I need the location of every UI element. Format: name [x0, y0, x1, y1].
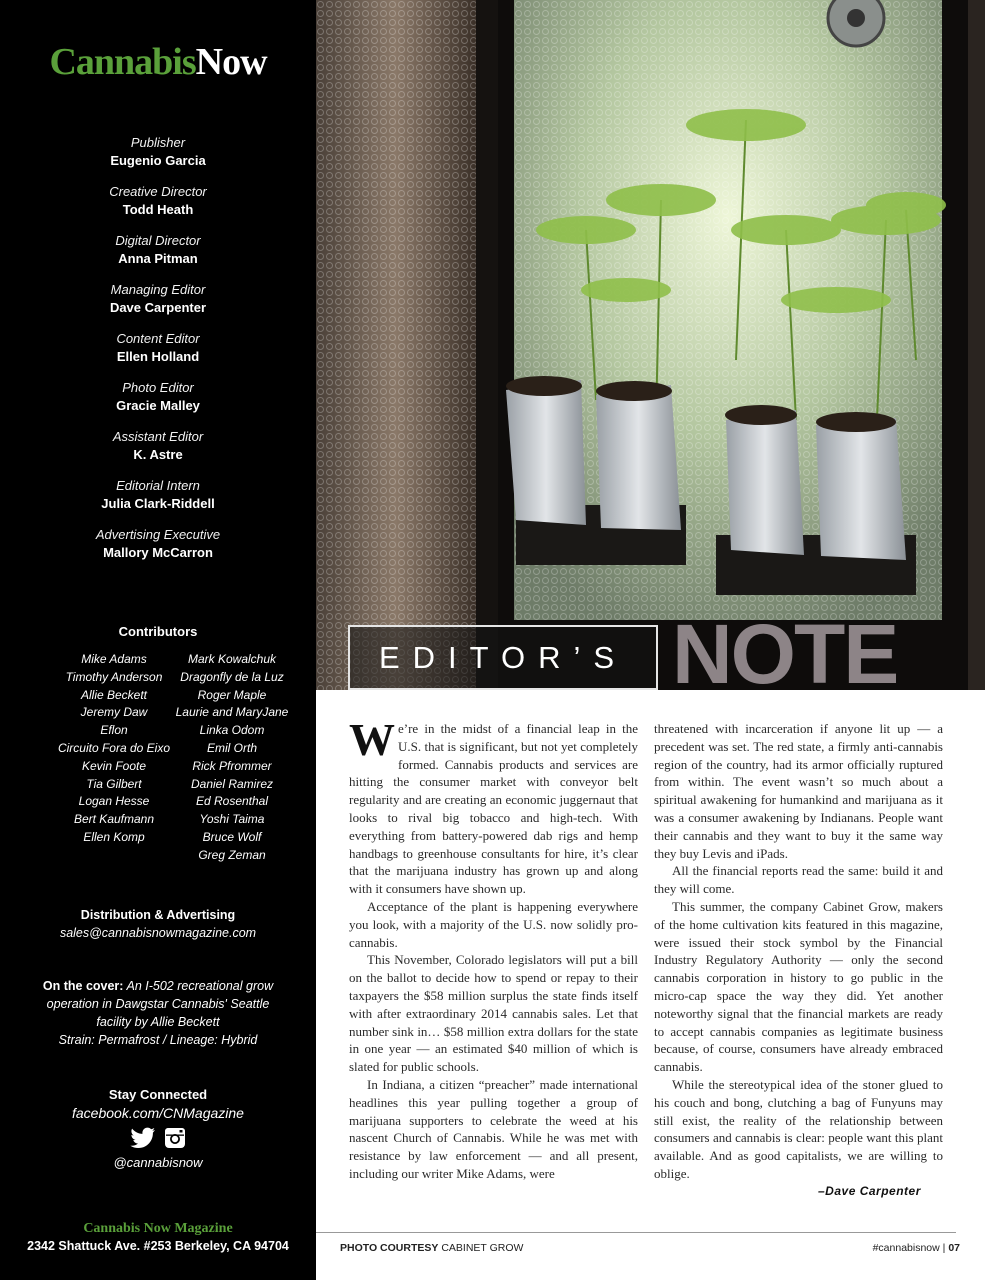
editors-headline-box: EDITOR’S — [348, 625, 658, 690]
cover-strain: Strain: Permafrost / Lineage: Hybrid — [58, 1033, 258, 1047]
photo-credit: PHOTO COURTESY CABINET GROW — [340, 1242, 524, 1254]
staff-item — [0, 232, 316, 281]
article-paragraph: This summer, the company Cabinet Grow, makers of the home cultivation kits featured in this magazine, were issued their stock symbol by the Financial Industry Regulatory Authority — only the second cannabis corporation in history to go public in the micro-cap space the way they did. Yet another noteworthy signal that the financial markets are ready to accept cannabis companies as legitimate business because, of course, consumers have already embraced cannabis. — [654, 898, 943, 1075]
contributor-name: Dragonfly de la Luz — [180, 669, 284, 684]
contributor-name: Ellen Komp — [83, 829, 145, 844]
article-paragraph: All the financial reports read the same: build it and they will come. — [654, 863, 943, 897]
distribution-block — [0, 906, 316, 942]
staff-item — [0, 330, 316, 379]
contributor-name: Emil Orth — [206, 740, 257, 755]
staff-name: Anna Pitman — [118, 251, 198, 266]
staff-role: Creative Director — [109, 184, 207, 199]
contributor-name: Circuito Fora do Eixo — [57, 740, 171, 755]
staff-name: Julia Clark-Riddell — [101, 496, 215, 511]
twitter-icon[interactable] — [130, 1127, 156, 1149]
distribution-title: Distribution & Advertising — [80, 908, 236, 922]
article-paragraph: Acceptance of the plant is happening everywhere you look, with a majority of the U.S. now solidly pro-cannabis. — [349, 898, 638, 950]
contributor-name: Ed Rosenthal — [195, 794, 269, 809]
stay-connected-block — [0, 1085, 316, 1172]
article-paragraph: This November, Colorado legislators will put a bill on the ballot to decide how to spend or repay to their taxpayers the $58 million surplus the state finds itself with after extraordinary 2014 cannabis sales. Let that number sink in… $58 million extra dollars for the state in one year — an estimated $40 million of which is slated for public schools. — [349, 952, 638, 1075]
staff-name: K. Astre — [133, 447, 183, 462]
magazine-name: Cannabis Now Magazine — [83, 1221, 233, 1236]
magazine-logo: CannabisNow — [49, 41, 267, 83]
article-column-1 — [349, 714, 638, 1183]
contributor-name: Eflon — [100, 723, 128, 738]
note-headline: NOTE — [672, 612, 898, 690]
grow-cabinet-photo — [316, 0, 985, 690]
masthead-sidebar — [0, 0, 316, 1280]
staff-name: Gracie Malley — [116, 398, 200, 413]
cover-credit — [30, 977, 286, 1049]
staff-role: Publisher — [130, 135, 186, 150]
staff-item — [0, 526, 316, 575]
contributor-name: Bert Kaufmann — [73, 812, 155, 827]
contributor-name: Timothy Anderson — [65, 669, 163, 684]
staff-name: Eugenio Garcia — [110, 153, 206, 168]
staff-item — [0, 281, 316, 330]
staff-name: Ellen Holland — [116, 349, 200, 364]
staff-role: Advertising Executive — [95, 527, 221, 542]
contributor-name: Bruce Wolf — [202, 829, 262, 844]
contributor-name: Yoshi Taima — [199, 812, 265, 827]
cover-label: On the cover: — [42, 979, 124, 993]
staff-role: Photo Editor — [122, 380, 194, 395]
drop-cap: W — [349, 714, 395, 765]
contributor-name: Allie Beckett — [80, 687, 148, 702]
facebook-link[interactable]: facebook.com/CNMagazine — [72, 1105, 244, 1121]
social-icons — [0, 1127, 316, 1151]
staff-role: Editorial Intern — [116, 478, 200, 493]
staff-item — [0, 477, 316, 526]
magazine-address: 2342 Shattuck Ave. #253 Berkeley, CA 94704 — [27, 1239, 289, 1253]
stay-connected-title: Stay Connected — [108, 1087, 208, 1102]
staff-item — [0, 428, 316, 477]
article-column-2 — [654, 720, 943, 1183]
sales-email[interactable]: sales@cannabisnowmagazine.com — [59, 926, 257, 940]
staff-name: Todd Heath — [122, 202, 194, 217]
contributor-name: Greg Zeman — [198, 847, 266, 862]
contributor-name: Tia Gilbert — [86, 776, 142, 791]
contributor-name: Roger Maple — [197, 687, 267, 702]
hashtag[interactable]: #cannabisnow — [872, 1242, 940, 1254]
contributor-name: Mark Kowalchuk — [187, 652, 277, 666]
staff-role: Assistant Editor — [112, 429, 204, 444]
staff-item — [0, 183, 316, 232]
staff-role: Digital Director — [115, 233, 201, 248]
contributor-name: Jeremy Daw — [80, 705, 148, 720]
article-paragraph: We’re in the midst of a financial leap in the U.S. that is significant, but not yet completely formed. Cannabis products and services are hitting the consumer market with conveyor belt regularity and are creating an economic juggernaut that looks to rival big tobacco and high-tech. With everything from battery-powered dab rigs and hemp handbags to greenhouse consultants for hire, it’s clear that the marijuana industry has grown up and along with it consumers have shown up. — [349, 714, 638, 897]
cover-text: An I-502 recreational grow operation in Dawgstar Cannabis' Seattle facility by Allie Beckett — [46, 979, 274, 1029]
footer-divider — [316, 1232, 956, 1233]
author-signature: –Dave Carpenter — [818, 1184, 921, 1198]
page-number: 07 — [948, 1242, 960, 1254]
contributors-right-column — [158, 651, 306, 865]
contributor-name: Kevin Foote — [81, 758, 147, 773]
contributor-name: Logan Hesse — [78, 794, 150, 809]
contributor-name: Rick Pfrommer — [192, 758, 272, 773]
staff-item — [0, 134, 316, 183]
instagram-icon[interactable] — [164, 1127, 186, 1149]
contributor-name: Linka Odom — [199, 723, 265, 738]
contributor-name: Laurie and MaryJane — [175, 705, 289, 720]
contributor-name: Daniel Ramirez — [190, 776, 274, 791]
contributors-title: Contributors — [118, 624, 198, 639]
staff-role: Content Editor — [116, 331, 200, 346]
staff-list — [0, 134, 316, 575]
contributor-name: Mike Adams — [81, 652, 147, 666]
staff-name: Dave Carpenter — [109, 300, 207, 315]
page-folio: #cannabisnow | 07 — [872, 1242, 960, 1254]
staff-role: Managing Editor — [110, 282, 206, 297]
article-paragraph: While the stereotypical idea of the stoner glued to his couch and bong, clutching a bag of Funyuns may still exist, the reality of the relationship between consumers and cannabis is clear: people want this plant available. And as good capitalists, we are willing to oblige. — [654, 1076, 943, 1181]
article-paragraph: In Indiana, a citizen “preacher” made international headlines this year pulling together a group of marijuana supporters to celebrate the weed at his nascent Church of Cannabis. While he was met with resistance by law enforcement — and all present, including our writer Mike Adams, were — [349, 1076, 638, 1181]
article-paragraph: threatened with incarceration if anyone lit up — a precedent was set. The red state, a firmly anti-cannabis region of the country, had its armor officially ruptured from within. The event wasn’t so much about a spiritual awakening for humankind and marijuana as it was a consumer awakening by Indianans. People want their cannabis and they want to buy it the same way they buy Levis and iPads. — [654, 721, 943, 861]
staff-name: Mallory McCarron — [103, 545, 213, 560]
staff-item — [0, 379, 316, 428]
social-handle[interactable]: @cannabisnow — [113, 1155, 203, 1170]
